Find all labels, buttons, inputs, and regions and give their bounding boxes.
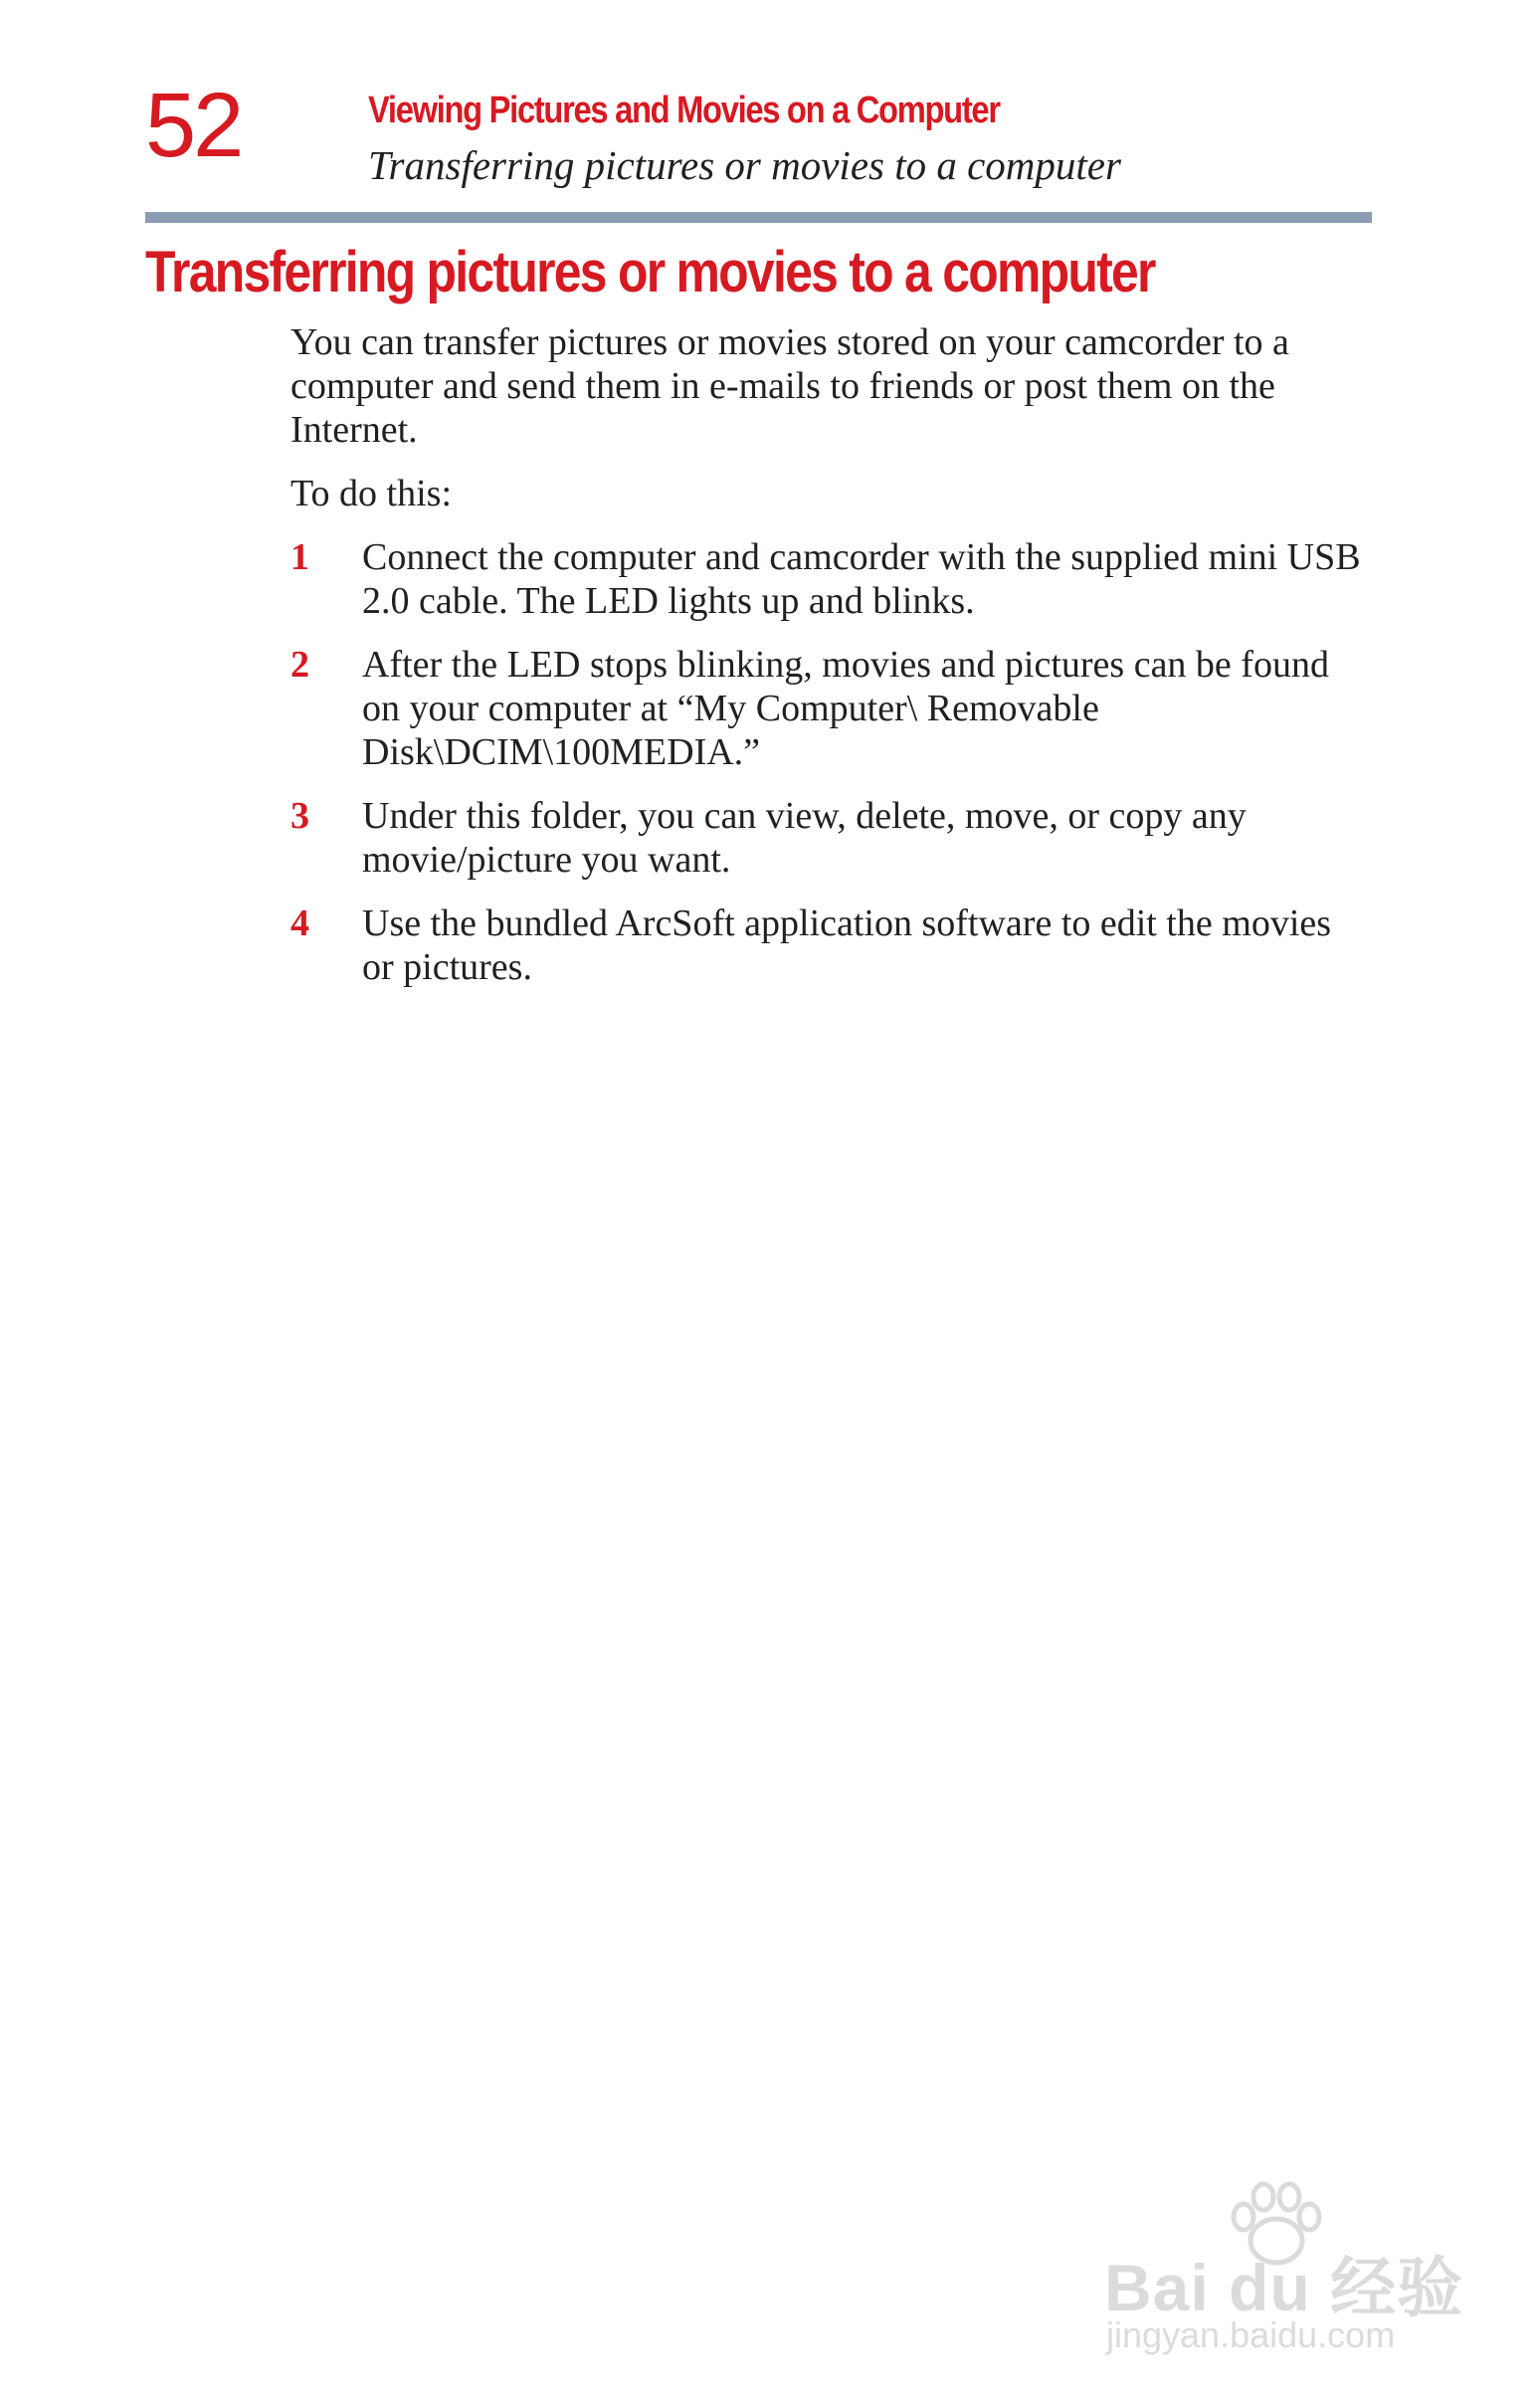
running-header-section: Transferring pictures or movies to a computer <box>368 142 1121 188</box>
step-number: 3 <box>290 795 309 837</box>
watermark-brand: Bai du 经验 <box>1104 2251 1464 2324</box>
running-header-chapter: Viewing Pictures and Movies on a Computer <box>368 90 1000 131</box>
step-number: 4 <box>290 902 309 944</box>
step-text: Under this folder, you can view, delete, move, or copy any movie/picture you want. <box>362 795 1247 881</box>
baidu-watermark <box>1104 2179 1462 2358</box>
step-item <box>290 643 1365 774</box>
step-text: Use the bundled ArcSoft application software to edit the movies or pictures. <box>362 902 1332 988</box>
step-number: 1 <box>290 536 309 578</box>
page-number: 52 <box>145 75 242 176</box>
step-number: 2 <box>290 644 309 686</box>
step-item <box>290 794 1365 882</box>
step-item <box>290 901 1365 989</box>
steps-list <box>290 535 1365 989</box>
step-text: Connect the computer and camcorder with the supplied mini USB 2.0 cable. The LED lights up and blinks. <box>362 536 1361 622</box>
lead-in-paragraph: To do this: <box>290 473 453 514</box>
intro-paragraph: You can transfer pictures or movies stored on your camcorder to a computer and send them in e-mails to friends or post them on the Internet. <box>290 321 1289 451</box>
section-heading: Transferring pictures or movies to a computer <box>145 240 1155 304</box>
header-rule <box>145 212 1372 223</box>
step-item <box>290 535 1365 623</box>
body-text <box>290 320 1365 1009</box>
step-text: After the LED stops blinking, movies and pictures can be found on your computer at “My Computer\ Removable Disk\DCIM\100MEDIA.” <box>362 644 1329 773</box>
watermark-url: jingyan.baidu.com <box>1106 2314 1396 2355</box>
